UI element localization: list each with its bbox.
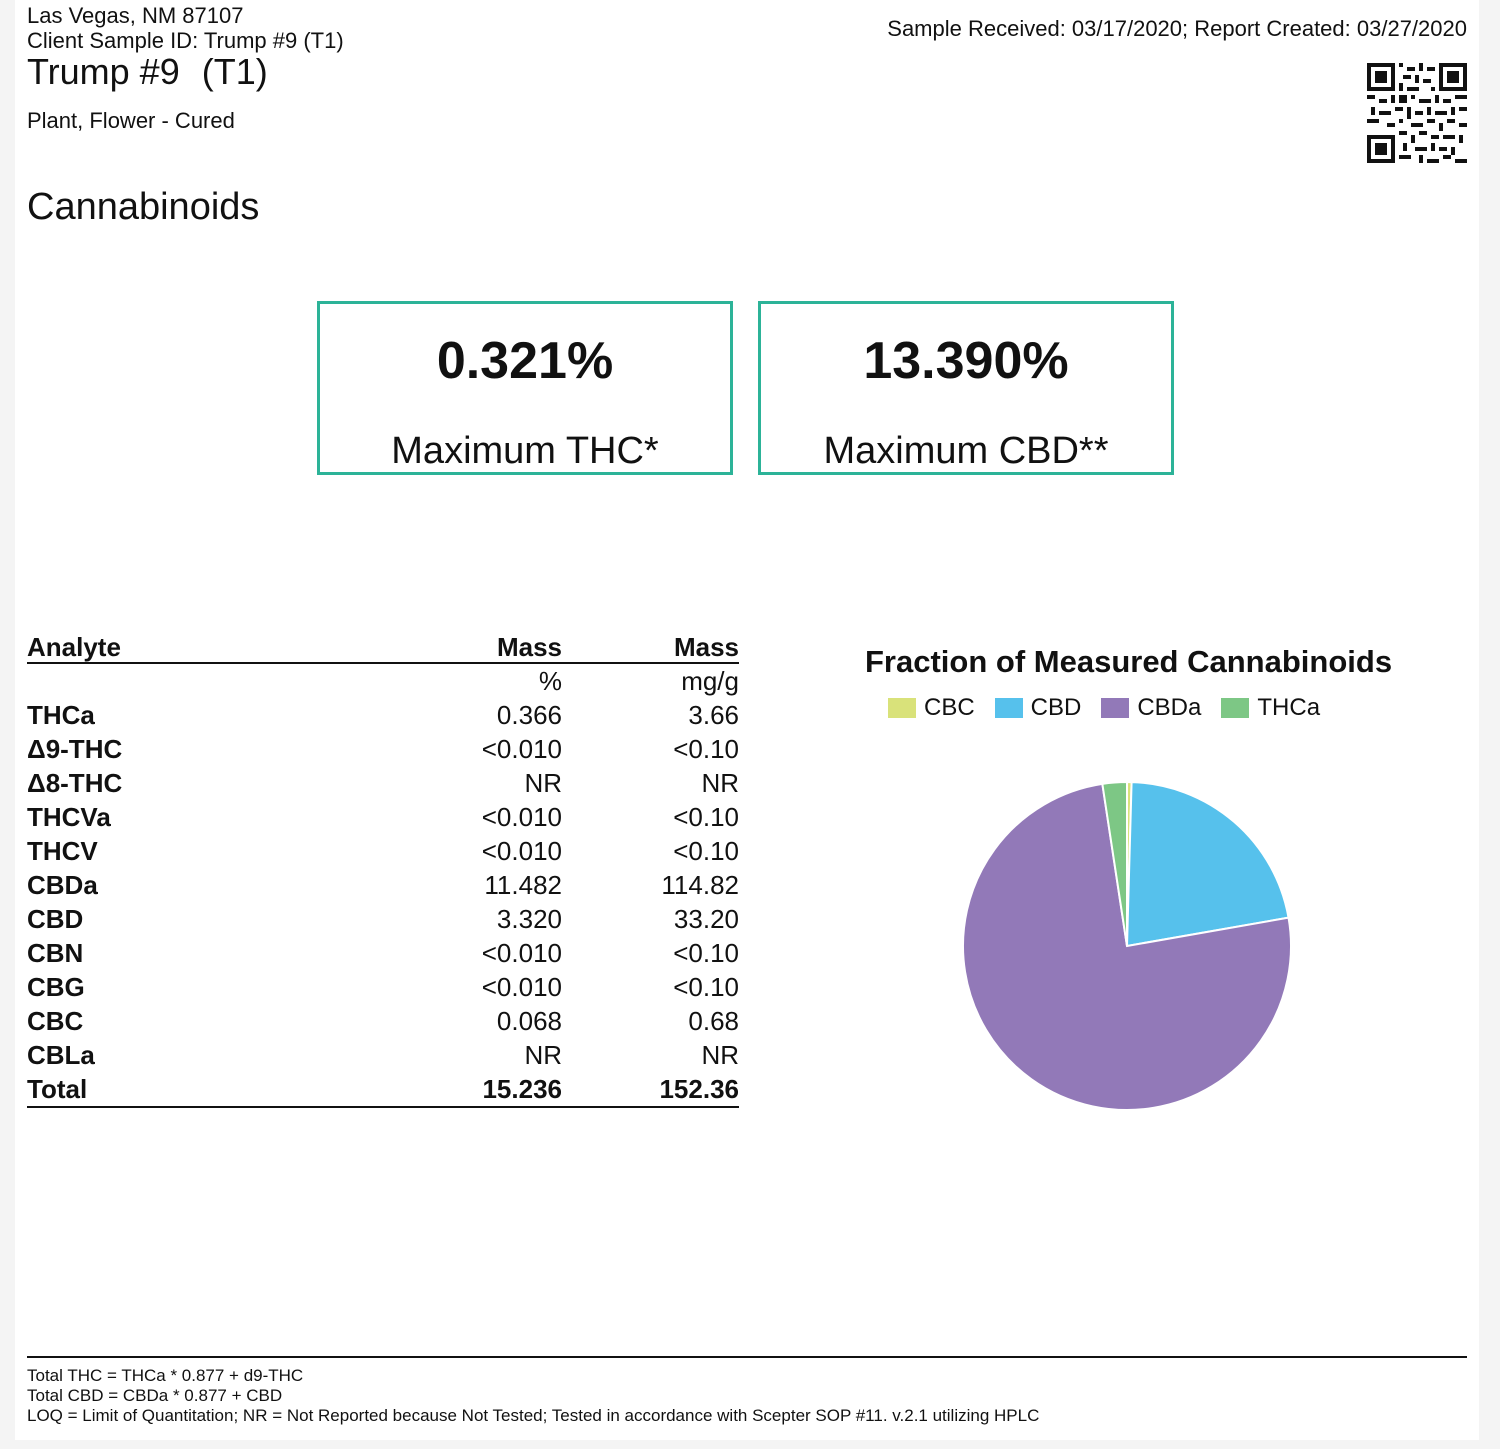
sample-name-text: Trump #9 [27,51,180,92]
table-row [27,698,739,732]
legend-item [995,693,1082,723]
mass-pct-cell: <0.010 [481,938,562,968]
total-row [27,1072,739,1107]
table-row [27,902,739,936]
legend-item [1101,693,1201,723]
max-cbd-value: 13.390% [863,332,1069,390]
analyte-name: CBG [27,972,85,1002]
mass-mg-cell: 0.68 [688,1006,739,1036]
sample-type: Plant, Flower - Cured [27,108,235,133]
mass-mg-cell: <0.10 [673,836,739,866]
legend-swatch [995,698,1023,718]
max-thc-label: Maximum THC* [391,430,659,472]
lab-location: Las Vegas, NM 87107 [27,3,244,28]
mass-mg-cell: <0.10 [673,972,739,1002]
sample-tag: (T1) [201,51,268,92]
legend-label: CBDa [1137,694,1202,721]
table-row [27,766,739,800]
legend-label: CBD [1030,694,1082,721]
analyte-name: Δ9-THC [27,734,123,764]
cannabinoid-pie-chart [945,780,1315,1120]
mass-pct-cell: <0.010 [481,734,562,764]
column-header-mass-mg: Mass [562,632,739,663]
table-row [27,800,739,834]
mass-mg-cell: 3.66 [688,700,739,730]
mass-pct-cell: 11.482 [484,870,562,900]
mass-mg-cell: 114.82 [661,870,739,900]
analyte-name: CBN [27,938,84,968]
section-title: Cannabinoids [27,186,260,228]
mass-pct-cell: <0.010 [481,802,562,832]
analyte-name: CBD [27,904,84,934]
client-sample-id: Client Sample ID: Trump #9 (T1) [27,28,344,53]
analyte-name: Δ8-THC [27,768,123,798]
max-cbd-label: Maximum CBD** [823,430,1109,472]
table-header-row [27,632,739,663]
mass-pct-cell: 3.320 [496,904,562,934]
unit-analyte [27,663,357,698]
column-header-mass-pct: Mass [357,632,562,663]
qr-code-icon [1367,63,1467,163]
mass-pct-cell: 0.068 [496,1006,562,1036]
analyte-name: Total [27,1072,357,1107]
table-row [27,732,739,766]
mass-mg-cell: NR [701,1040,739,1070]
table-row [27,970,739,1004]
mass-mg-cell: NR [701,768,739,798]
legend-swatch [888,698,916,718]
analyte-name: CBDa [27,870,98,900]
analyte-name: CBLa [27,1040,95,1070]
chart-legend [888,693,1340,723]
mass-pct-cell: 0.366 [496,700,562,730]
cannabinoid-table [27,632,739,1108]
mass-pct-cell: NR [524,768,562,798]
legend-label: THCa [1257,694,1321,721]
mass-mg-cell: <0.10 [673,734,739,764]
unit-pct: % [538,666,562,696]
analyte-name: THCV [27,836,98,866]
legend-label: CBC [924,694,975,721]
mass-mg-cell: 33.20 [673,904,739,934]
mass-mg-cell: 152.36 [562,1072,739,1107]
table-row [27,1038,739,1072]
units-row [27,663,739,698]
footnote-loq: LOQ = Limit of Quantitation; NR = Not Reported because Not Tested; Tested in accordance with Scepter SOP #11. v.2.1 utilizing HPLC [27,1406,1040,1425]
chart-title: Fraction of Measured Cannabinoids [865,644,1393,679]
mass-pct-cell: 15.236 [357,1072,562,1107]
mass-mg-cell: <0.10 [673,938,739,968]
unit-mg: mg/g [681,666,739,696]
table-row [27,834,739,868]
footnote-total-thc: Total THC = THCa * 0.877 + d9-THC [27,1366,304,1385]
table-row [27,868,739,902]
sample-name [27,50,268,94]
legend-item [888,693,975,723]
legend-swatch [1101,698,1129,718]
report-dates: Sample Received: 03/17/2020; Report Created: 03/27/2020 [887,16,1467,41]
mass-mg-cell: <0.10 [673,802,739,832]
footnote-total-cbd: Total CBD = CBDa * 0.877 + CBD [27,1386,283,1405]
max-cbd-box [758,301,1174,475]
max-thc-value: 0.321% [436,332,614,390]
mass-pct-cell: NR [524,1040,562,1070]
report-page [15,0,1479,1440]
legend-item [1221,693,1320,723]
table-row [27,936,739,970]
column-header-analyte: Analyte [27,632,357,663]
legend-swatch [1221,698,1249,718]
footer-divider [27,1356,1467,1358]
analyte-name: THCVa [27,802,111,832]
mass-pct-cell: <0.010 [481,836,562,866]
table-row [27,1004,739,1038]
max-thc-box [317,301,733,475]
analyte-name: CBC [27,1006,84,1036]
analyte-name: THCa [27,700,95,730]
mass-pct-cell: <0.010 [481,972,562,1002]
